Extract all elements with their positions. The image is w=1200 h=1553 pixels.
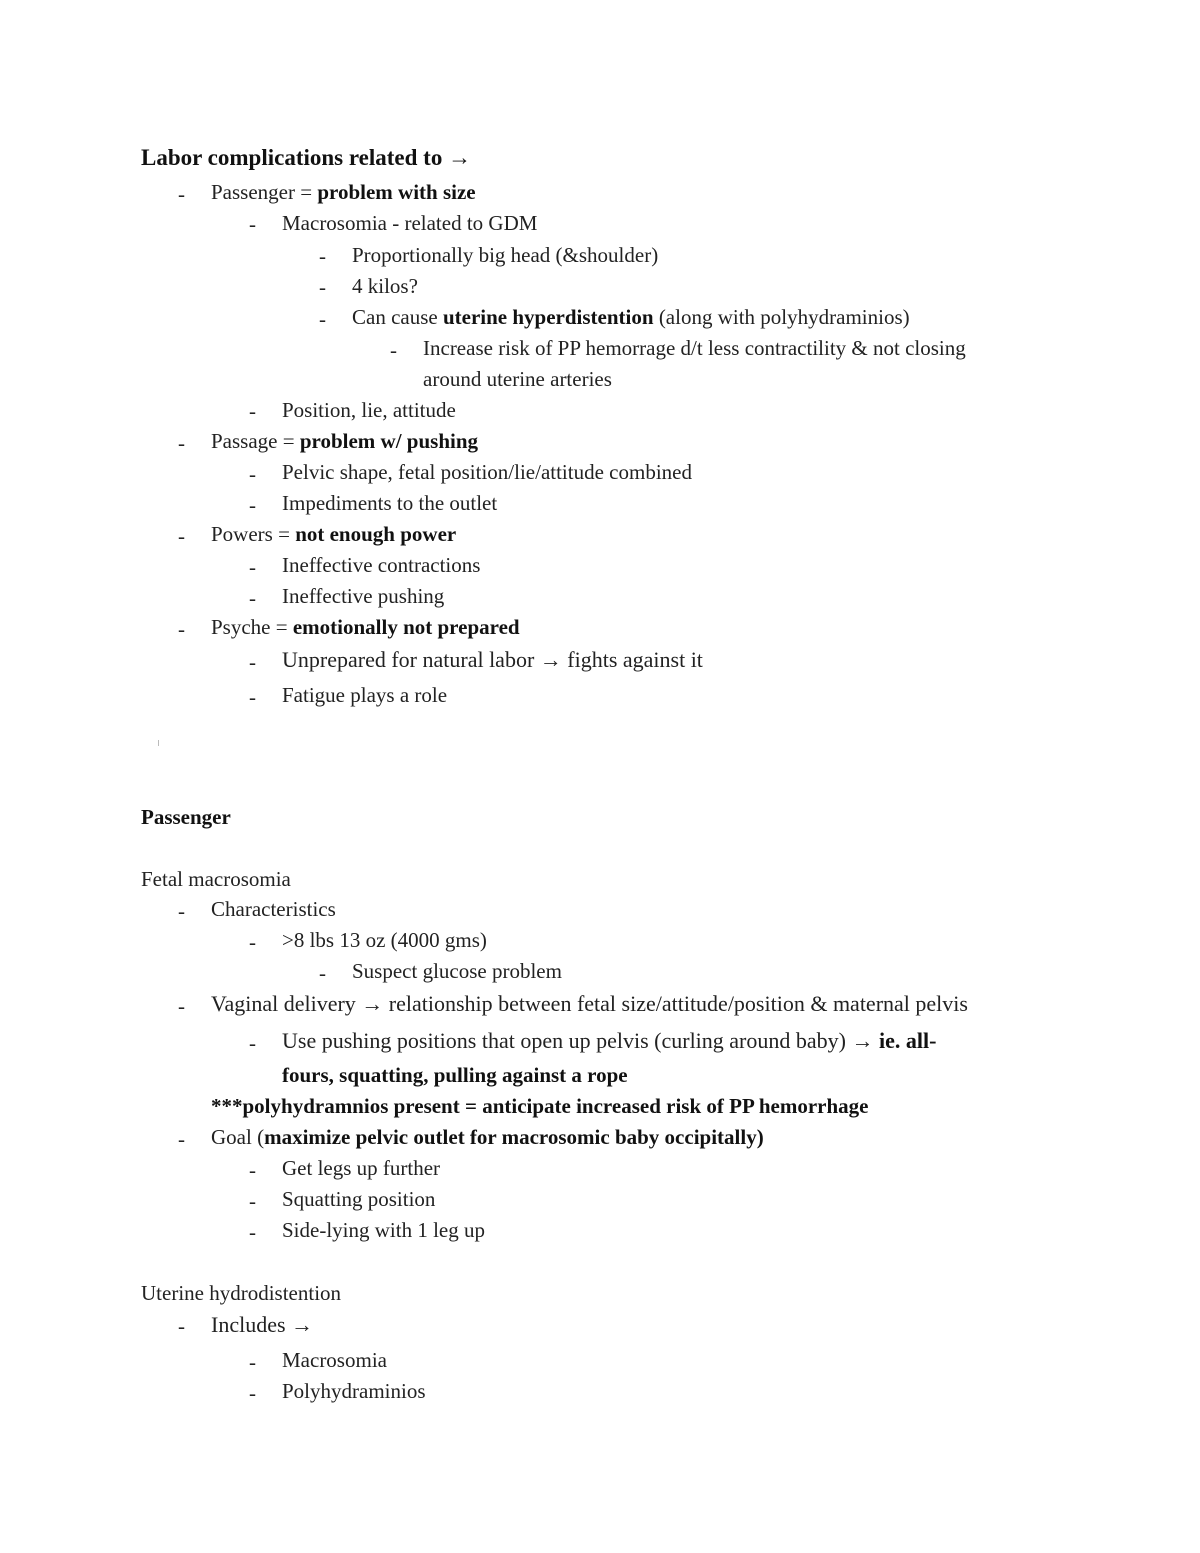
bullet-dash: -	[249, 555, 256, 579]
bullet-dash: -	[249, 650, 256, 674]
bullet-dash: -	[249, 685, 256, 709]
bullet-dash: -	[249, 493, 256, 517]
bullet-dash: -	[249, 1158, 256, 1182]
bullet-dash: -	[319, 275, 326, 299]
list-item-macrosomia: Macrosomia - related to GDM	[282, 211, 538, 235]
doc-title: Labor complications related to →	[141, 145, 472, 170]
list-item-can-cause	[352, 307, 910, 328]
list-item-macrosomia-2: Macrosomia	[282, 1348, 387, 1372]
subheading-fetal-macrosomia: Fetal macrosomia	[141, 867, 291, 891]
list-item-powers	[211, 524, 456, 545]
list-item-squatting: Squatting position	[282, 1187, 436, 1211]
item-emphasis: ie. all-	[878, 1028, 937, 1053]
list-item-goal	[211, 1127, 764, 1148]
item-emphasis: emotionally not prepared	[292, 615, 520, 639]
bullet-dash: -	[178, 182, 185, 206]
bullet-dash: -	[249, 1189, 256, 1213]
item-emphasis: problem with size	[317, 180, 476, 204]
bullet-dash: -	[249, 930, 256, 954]
bullet-dash: -	[249, 1381, 256, 1405]
section-heading-passenger: Passenger	[141, 805, 231, 829]
subheading-uterine-hydrodistention: Uterine hydrodistention	[141, 1281, 342, 1305]
bullet-dash: -	[249, 1031, 256, 1055]
list-item-impediments: Impediments to the outlet	[282, 491, 498, 515]
list-item-ineffective-pushing: Ineffective pushing	[282, 584, 445, 608]
item-label: Can cause	[352, 305, 443, 329]
item-label: Passenger =	[211, 180, 318, 204]
bullet-dash: -	[319, 961, 326, 985]
list-item-ineffective-contractions: Ineffective contractions	[282, 553, 481, 577]
list-item-polyhydraminios-2: Polyhydraminios	[282, 1379, 426, 1403]
item-emphasis: maximize pelvic outlet for macrosomic baby occipitally)	[264, 1125, 764, 1149]
list-item-pushing-positions-cont: fours, squatting, pulling against a rope	[282, 1063, 628, 1087]
bullet-dash: -	[178, 431, 185, 455]
list-item-unprepared: Unprepared for natural labor → fights against it	[282, 647, 703, 672]
bullet-dash: -	[319, 244, 326, 268]
bullet-dash: -	[178, 899, 185, 923]
bullet-dash: -	[249, 586, 256, 610]
list-item-passage	[211, 431, 478, 452]
item-label: Goal (	[211, 1125, 265, 1149]
list-item-vaginal-delivery: Vaginal delivery → relationship between fetal size/attitude/position & maternal pelvis	[211, 991, 968, 1016]
item-label: Psyche =	[211, 615, 293, 639]
list-item-pushing-positions	[282, 1030, 936, 1052]
list-item-suspect-glucose: Suspect glucose problem	[352, 959, 562, 983]
list-item-side-lying: Side-lying with 1 leg up	[282, 1218, 485, 1242]
list-item-passenger	[211, 182, 476, 203]
bullet-dash: -	[178, 994, 185, 1018]
item-emphasis: not enough power	[295, 522, 457, 546]
list-item-increase-risk-cont: around uterine arteries	[423, 367, 612, 391]
list-item-pelvic-shape: Pelvic shape, fetal position/lie/attitude combined	[282, 460, 692, 484]
bullet-dash: -	[178, 1314, 185, 1338]
bullet-dash: -	[249, 399, 256, 423]
list-item-characteristics: Characteristics	[211, 897, 336, 921]
list-item-legs-up: Get legs up further	[282, 1156, 441, 1180]
bullet-dash: -	[249, 212, 256, 236]
bullet-dash: -	[249, 462, 256, 486]
bullet-dash: -	[178, 617, 185, 641]
list-item-proportionally: Proportionally big head (&shoulder)	[352, 243, 659, 267]
bullet-dash: -	[178, 1127, 185, 1151]
item-emphasis: uterine hyperdistention	[442, 305, 654, 329]
list-item-psyche	[211, 617, 520, 638]
note-polyhydramnios: ***polyhydramnios present = anticipate increased risk of PP hemorrhage	[211, 1094, 869, 1118]
list-item-includes: Includes →	[211, 1312, 314, 1337]
list-item-position: Position, lie, attitude	[282, 398, 456, 422]
stray-mark	[158, 740, 159, 746]
bullet-dash: -	[178, 524, 185, 548]
bullet-dash: -	[249, 1350, 256, 1374]
list-item-weight: >8 lbs 13 oz (4000 gms)	[282, 928, 487, 952]
list-item-increase-risk: Increase risk of PP hemorrage d/t less contractility & not closing	[423, 336, 966, 360]
item-label: Powers =	[211, 522, 296, 546]
bullet-dash: -	[390, 338, 397, 362]
list-item-fatigue: Fatigue plays a role	[282, 683, 448, 707]
item-label: Passage =	[211, 429, 300, 453]
bullet-dash: -	[319, 307, 326, 331]
bullet-dash: -	[249, 1220, 256, 1244]
list-item-kilos: 4 kilos?	[352, 274, 418, 298]
item-emphasis: problem w/ pushing	[299, 429, 479, 453]
item-label: Use pushing positions that open up pelvis (curling around baby) →	[282, 1028, 879, 1053]
item-label: (along with polyhydraminios)	[653, 305, 910, 329]
